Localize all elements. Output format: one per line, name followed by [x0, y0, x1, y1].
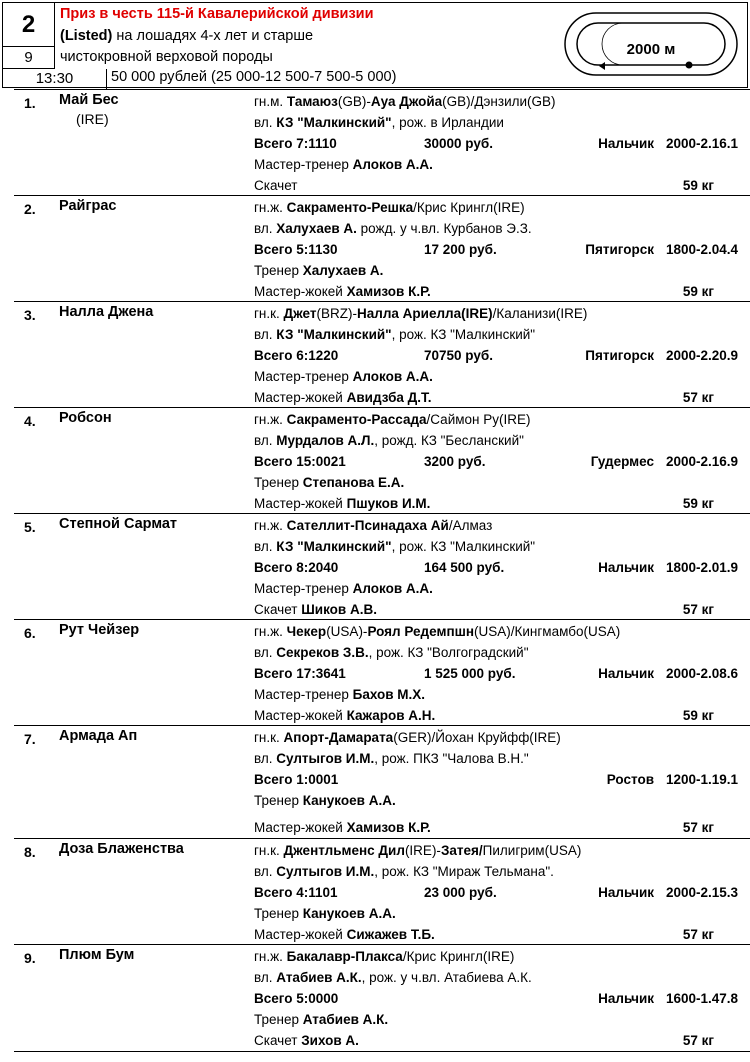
- jockey: Мастер-жокей Авидзба Д.Т.: [254, 390, 432, 405]
- best-track: Нальчик: [598, 885, 654, 900]
- horse-name: Май Бес: [59, 92, 119, 108]
- trainer: Мастер-тренер Алоков А.А.: [254, 581, 433, 596]
- jockey: Мастер-жокей Хамизов К.Р.: [254, 820, 431, 835]
- best-time: 1600-1.47.8: [665, 991, 738, 1006]
- best-time: 1200-1.19.1: [665, 772, 738, 787]
- best-track: Гудермес: [590, 454, 654, 469]
- entry-number: 4.: [24, 413, 36, 429]
- jockey: Мастер-жокей Кажаров А.Н.: [254, 708, 436, 723]
- trainer: Мастер-тренер Бахов М.Х.: [254, 687, 426, 702]
- trainer: Тренер Халухаев А.: [254, 263, 384, 278]
- best-time: 2000-2.16.1: [665, 136, 738, 151]
- race-header: [2, 2, 748, 88]
- trainer: Тренер Атабиев А.К.: [254, 1012, 389, 1027]
- entry-row: [14, 619, 750, 725]
- pedigree: гн.к. Апорт-Дамарата(GER)/Йохан Круйфф(IRE): [254, 730, 561, 745]
- weight: 59 кг: [682, 496, 714, 511]
- horse-country: (IRE): [76, 111, 109, 127]
- horse-name: Райграс: [59, 198, 117, 214]
- record: Всего 17:3641: [254, 666, 346, 681]
- earnings: 164 500 руб.: [424, 560, 505, 575]
- earnings: 1 525 000 руб.: [424, 666, 516, 681]
- pedigree: гн.ж. Чекер(USA)-Роял Редемпшн(USA)/Кингмамбо(USA): [254, 624, 621, 639]
- best-time: 2000-2.08.6: [665, 666, 738, 681]
- pedigree: гн.м. Тамаюз(GB)-Ауа Джойа(GB)/Дэнзили(GB): [254, 94, 556, 109]
- entry-row: [14, 301, 750, 407]
- jockey: Мастер-жокей Хамизов К.Р.: [254, 284, 431, 299]
- entry-number: 9.: [24, 950, 36, 966]
- jockey: Скачет Зихов А.: [254, 1033, 359, 1048]
- best-track: Пятигорск: [585, 348, 654, 363]
- earnings: 70750 руб.: [424, 348, 493, 363]
- pedigree: гн.ж. Сакраменто-Рассада/Саймон Ру(IRE): [254, 412, 531, 427]
- weight: 57 кг: [682, 390, 714, 405]
- earnings: 3200 руб.: [424, 454, 486, 469]
- best-time: 2000-2.16.9: [665, 454, 738, 469]
- trainer: Тренер Степанова Е.А.: [254, 475, 405, 490]
- owner: вл. КЗ "Малкинский", рож. КЗ "Малкинский": [254, 539, 536, 554]
- trainer: Мастер-тренер Алоков А.А.: [254, 369, 433, 384]
- owner: вл. Секреков З.В., рож. КЗ "Волгоградский": [254, 645, 529, 660]
- horse-name: Налла Джена: [59, 304, 154, 320]
- horse-name: Рут Чейзер: [59, 622, 140, 638]
- owner: вл. Султыгов И.М., рож. ПКЗ "Чалова В.Н.": [254, 751, 529, 766]
- owner: вл. КЗ "Малкинский", рож. в Ирландии: [254, 115, 504, 130]
- owner: вл. Халухаев А. рожд. у ч.вл. Курбанов Э.З.: [254, 221, 532, 236]
- earnings: 23 000 руб.: [424, 885, 497, 900]
- entry-number: 5.: [24, 519, 36, 535]
- record: Всего 1:0001: [254, 772, 339, 787]
- entry-row: [14, 407, 750, 513]
- race-time: 13:30: [3, 69, 107, 89]
- weight: 59 кг: [682, 178, 714, 193]
- weight: 57 кг: [682, 1033, 714, 1048]
- record: Всего 15:0021: [254, 454, 346, 469]
- owner: вл. Султыгов И.М., рож. КЗ "Мираж Тельмана".: [254, 864, 554, 879]
- pedigree: гн.ж. Сакраменто-Решка/Крис Крингл(IRE): [254, 200, 525, 215]
- trainer: Тренер Канукоев А.А.: [254, 793, 396, 808]
- weight: 57 кг: [682, 602, 714, 617]
- weight: 57 кг: [682, 820, 714, 835]
- best-track: Нальчик: [598, 666, 654, 681]
- entry-row: [14, 838, 750, 944]
- record: Всего 4:1101: [254, 885, 338, 900]
- trainer: Мастер-тренер Алоков А.А.: [254, 157, 433, 172]
- entry-number: 6.: [24, 625, 36, 641]
- record: Всего 5:1130: [254, 242, 338, 257]
- distance-label: 2000 м: [626, 41, 676, 58]
- weight: 57 кг: [682, 927, 714, 942]
- best-time: 2000-2.20.9: [665, 348, 738, 363]
- horse-name: Доза Блаженства: [59, 841, 184, 857]
- earnings: 17 200 руб.: [424, 242, 497, 257]
- entry-row: [14, 195, 750, 301]
- horse-name: Степной Сармат: [59, 516, 178, 532]
- best-track: Нальчик: [598, 560, 654, 575]
- race-title: Приз в честь 115-й Кавалерийской дивизии: [60, 6, 374, 22]
- pedigree: гн.к. Джет(BRZ)-Налла Ариелла(IRE)/Каланизи(IRE): [254, 306, 588, 321]
- listed-tag: (Listed): [60, 28, 113, 44]
- record: Всего 5:0000: [254, 991, 339, 1006]
- race-conditions: (Listed) на лошадях 4-х лет и старше: [60, 28, 314, 44]
- entry-number: 2.: [24, 201, 36, 217]
- entry-number: 7.: [24, 731, 36, 747]
- jockey: Мастер-жокей Пшуков И.М.: [254, 496, 431, 511]
- race-number: 2: [3, 3, 55, 47]
- trainer: Тренер Канукоев А.А.: [254, 906, 396, 921]
- record: Всего 8:2040: [254, 560, 339, 575]
- weight: 59 кг: [682, 284, 714, 299]
- entry-number: 1.: [24, 95, 36, 111]
- pedigree: гн.к. Джентльменс Дил(IRE)-Затея/Пилигрим(USA): [254, 843, 582, 858]
- record: Всего 6:1220: [254, 348, 339, 363]
- owner: вл. Мурдалов А.Л., рожд. КЗ "Бесланский": [254, 433, 524, 448]
- best-time: 1800-2.04.4: [665, 242, 738, 257]
- pedigree: гн.ж. Сателлит-Псинадаха Ай/Алмаз: [254, 518, 493, 533]
- bottom-rule: [14, 1051, 750, 1052]
- best-time: 2000-2.15.3: [665, 885, 738, 900]
- race-breed: чистокровной верховой породы: [60, 49, 273, 65]
- best-track: Нальчик: [598, 991, 654, 1006]
- owner: вл. КЗ "Малкинский", рож. КЗ "Малкинский": [254, 327, 536, 342]
- best-track: Нальчик: [598, 136, 654, 151]
- entry-number: 8.: [24, 844, 36, 860]
- jockey: Скачет: [254, 178, 298, 193]
- best-time: 1800-2.01.9: [665, 560, 738, 575]
- pedigree: гн.ж. Бакалавр-Плакса/Крис Крингл(IRE): [254, 949, 515, 964]
- entry-row: [14, 89, 750, 195]
- entry-number: 3.: [24, 307, 36, 323]
- entry-row: [14, 944, 750, 1050]
- entry-row: [14, 725, 750, 835]
- earnings: 30000 руб.: [424, 136, 493, 151]
- horse-name: Робсон: [59, 410, 112, 426]
- weight: 59 кг: [682, 708, 714, 723]
- record: Всего 7:1110: [254, 136, 337, 151]
- owner: вл. Атабиев А.К., рож. у ч.вл. Атабиева А.К.: [254, 970, 532, 985]
- best-track: Пятигорск: [585, 242, 654, 257]
- jockey: Мастер-жокей Сижажев Т.Б.: [254, 927, 435, 942]
- jockey: Скачет Шиков А.В.: [254, 602, 377, 617]
- track-diagram: [563, 11, 739, 77]
- best-track: Ростов: [606, 772, 654, 787]
- runner-count: 9: [3, 47, 55, 69]
- entry-row: [14, 513, 750, 619]
- horse-name: Армада Ап: [59, 728, 138, 744]
- race-prize: 50 000 рублей (25 000-12 500-7 500-5 000): [111, 69, 397, 85]
- horse-name: Плюм Бум: [59, 947, 135, 963]
